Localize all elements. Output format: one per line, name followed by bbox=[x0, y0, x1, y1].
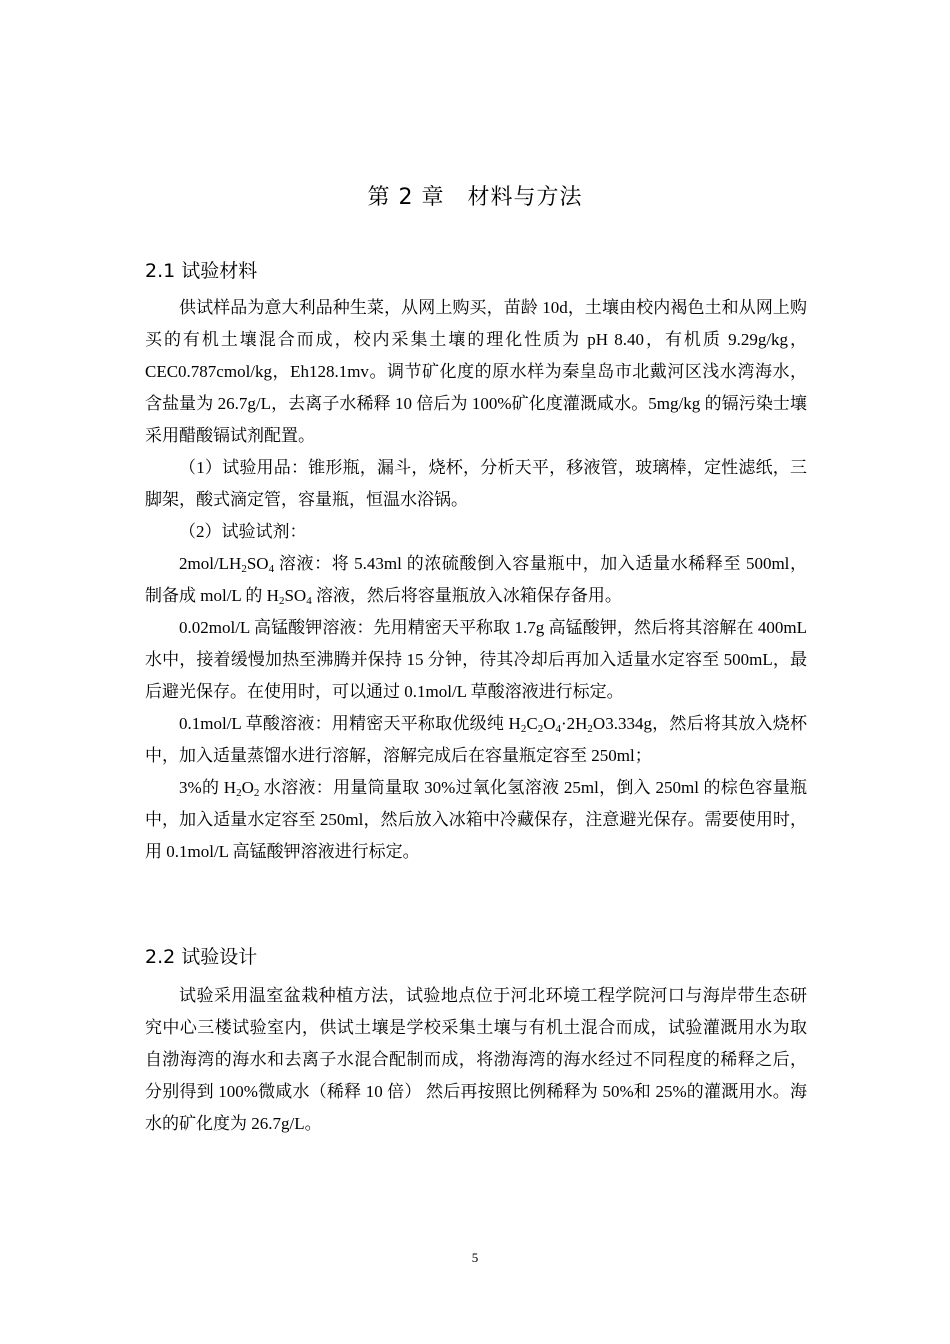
chapter-title: 第 2 章 材料与方法 bbox=[367, 185, 583, 210]
paragraph-equipment: （1）试验用品：锥形瓶，漏斗，烧杯，分析天平，移液管，玻璃棒，定性滤纸，三脚架，酸式滴定管，容量瓶，恒温水浴锅。 bbox=[145, 458, 807, 509]
paragraph-reagents-heading: （2）试验试剂： bbox=[179, 522, 307, 541]
section-heading-2-2: 2.2 试验设计 bbox=[145, 946, 258, 968]
paragraph-hydrogen-peroxide: 3%的 $H_2O_2$ 水溶液：用量筒量取 30%过氧化氢溶液 25ml，倒入 250ml 的棕色容量瓶中，加入适量水定容至 250ml，然后放入冰箱中冷藏保存，注意避光保存。需要使用时，用 0.1mol/L 高锰酸钾溶液进行标定。 bbox=[145, 778, 807, 861]
section-body-2-1 bbox=[145, 292, 807, 868]
section-heading-2-1: 2.1 试验材料 bbox=[145, 260, 258, 282]
paragraph-permanganate: 0.02mol/L 高锰酸钾溶液：先用精密天平称取 1.7g 高锰酸钾，然后将其溶解在 400mL 水中，接着缓慢加热至沸腾并保持 15 分钟，待其冷却后再加入适量水定容至 500mL，最后避光保存。在使用时，可以通过 0.1mol/L 草酸溶液进行标定。 bbox=[145, 618, 807, 701]
paragraph-materials: 供试样品为意大利品种生菜，从网上购买，苗龄 10d，土壤由校内褐色土和从网上购买的有机土壤混合而成，校内采集土壤的理化性质为 pH 8.40，有机质 9.29g/kg，CEC0.787cmol/kg，Eh128.1mv。调节矿化度的原水样为秦皇岛市北戴河区浅水湾海水，含盐量为 26.7g/L，去离子水稀释 10 倍后为 100%矿化度灌溉咸水。5mg/kg 的镉污染士壤采用醋酸镉试剂配置。 bbox=[145, 298, 807, 445]
page-number: 5 bbox=[471, 1250, 479, 1265]
paragraph-experiment-design: 试验采用温室盆栽种植方法，试验地点位于河北环境工程学院河口与海岸带生态研究中心三楼试验室内，供试土壤是学校采集土壤与有机土混合而成，试验灌溉用水为取自渤海湾的海水和去离子水混合配制而成，将渤海湾的海水经过不同程度的稀释之后，分别得到 100%微咸水（稀释 10 倍） 然后再按照比例稀释为 50%和 25%的灌溉用水。海水的矿化度为 26.7g/L。 bbox=[145, 986, 807, 1133]
section-body-2-2 bbox=[145, 980, 807, 1140]
paragraph-oxalic-acid: 0.1mol/L 草酸溶液：用精密天平称取优级纯 $H_2C_2O_4\cdot 2H_2O3.334g$，然后将其放入烧杯中，加入适量蒸馏水进行溶解，溶解完成后在容量瓶定容至 250ml； bbox=[145, 714, 808, 765]
paragraph-sulfuric-acid: $2mol/LH_2SO_4$ 溶液：将 5.43ml 的浓硫酸倒入容量瓶中，加入适量水稀释至 500ml，制备成 mol/L 的 $H_2SO_4$ 溶液，然后将容量瓶放入冰箱保存备用。 bbox=[145, 554, 807, 607]
